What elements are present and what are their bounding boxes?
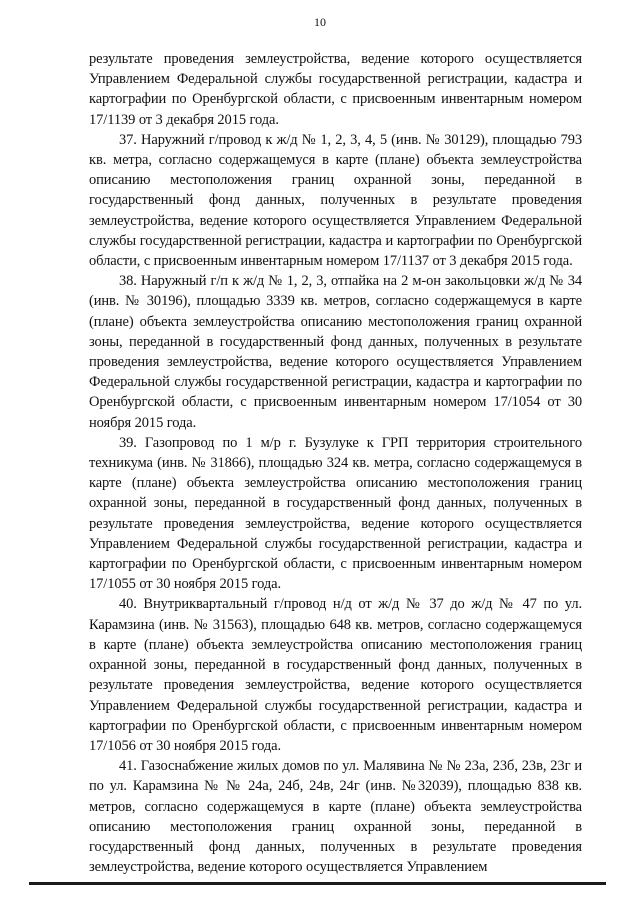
- paragraph-item-39: 39. Газопровод по 1 м/р г. Бузулуке к ГРП территория строительного техникума (инв. № 31866), площадью 324 кв. метра, согласно содержащемуся в карте (плане) объекта землеустройства описанию местоположения границ охранной зоны, переданной в государственный фонд данных, полученных в результате проведения землеустройства, ведение которого осуществляется Управлением Федеральной службы государственной регистрации, кадастра и картографии по Оренбургской области, с присвоенным инвентарным номером 17/1055 от 30 ноября 2015 года.: [89, 434, 582, 593]
- paragraph-continuation: результате проведения землеустройства, ведение которого осуществляется Управлением Федеральной службы государственной регистрации, кадастра и картографии по Оренбургской области, с присвоенным инвентарным номером 17/1139 от 3 декабря 2015 года.: [89, 51, 582, 128]
- paragraph-item-40: 40. Внутриквартальный г/провод н/д от ж/д № 37 до ж/д № 47 по ул. Карамзина (инв. № 31563), площадью 648 кв. метров, согласно содержащемуся в карте (плане) объекта землеустройства описанию местоположения границ охранной зоны, переданной в государственный фонд данных, полученных в результате проведения землеустройства, ведение которого осуществляется Управлением Федеральной службы государственной регистрации, кадастра и картографии по Оренбургской области, с присвоенным инвентарным номером 17/1056 от 30 ноября 2015 года.: [89, 596, 582, 754]
- paragraph-item-41: 41. Газоснабжение жилых домов по ул. Малявина № № 23а, 23б, 23в, 23г и по ул. Карамзина № № 24а, 24б, 24в, 24г (инв. №32039), площадью 838 кв. метров, согласно содержащемуся в карте (плане) объекта землеустройства описанию местоположения границ охранной зоны, переданной в государственный фонд данных, полученных в результате проведения землеустройства, ведение которого осуществляется Управлением: [89, 758, 582, 876]
- paragraph-item-38: 38. Наружный г/п к ж/д № 1, 2, 3, отпайка на 2 м-он закольцовки ж/д № 34 (инв. № 30196), площадью 3339 кв. метров, согласно содержащемуся в карте (плане) объекта землеустройства описанию местоположения границ охранной зоны, переданной в государственный фонд данных, полученных в результате проведения землеустройства, ведение которого осуществляется Управлением Федеральной службы государственной регистрации, кадастра и картографии по Оренбургской области, с присвоенным инвентарным номером 17/1054 от 30 ноября 2015 года.: [89, 273, 582, 431]
- page-number: 10: [314, 15, 326, 29]
- document-body: [89, 49, 582, 877]
- paragraph-item-37: 37. Наружний г/провод к ж/д № 1, 2, 3, 4, 5 (инв. № 30129), площадью 793 кв. метра, согласно содержащемуся в карте (плане) объекта землеустройства описанию местоположения границ охранной зоны, переданной в государственный фонд данных, полученных в результате проведения землеустройства, ведение которого осуществляется Управлением Федеральной службы государственной регистрации, кадастра и картографии по Оренбургской области, с присвоенным инвентарным номером 17/1137 от 3 декабря 2015 года.: [89, 131, 582, 270]
- page-bottom-rule: [29, 882, 606, 885]
